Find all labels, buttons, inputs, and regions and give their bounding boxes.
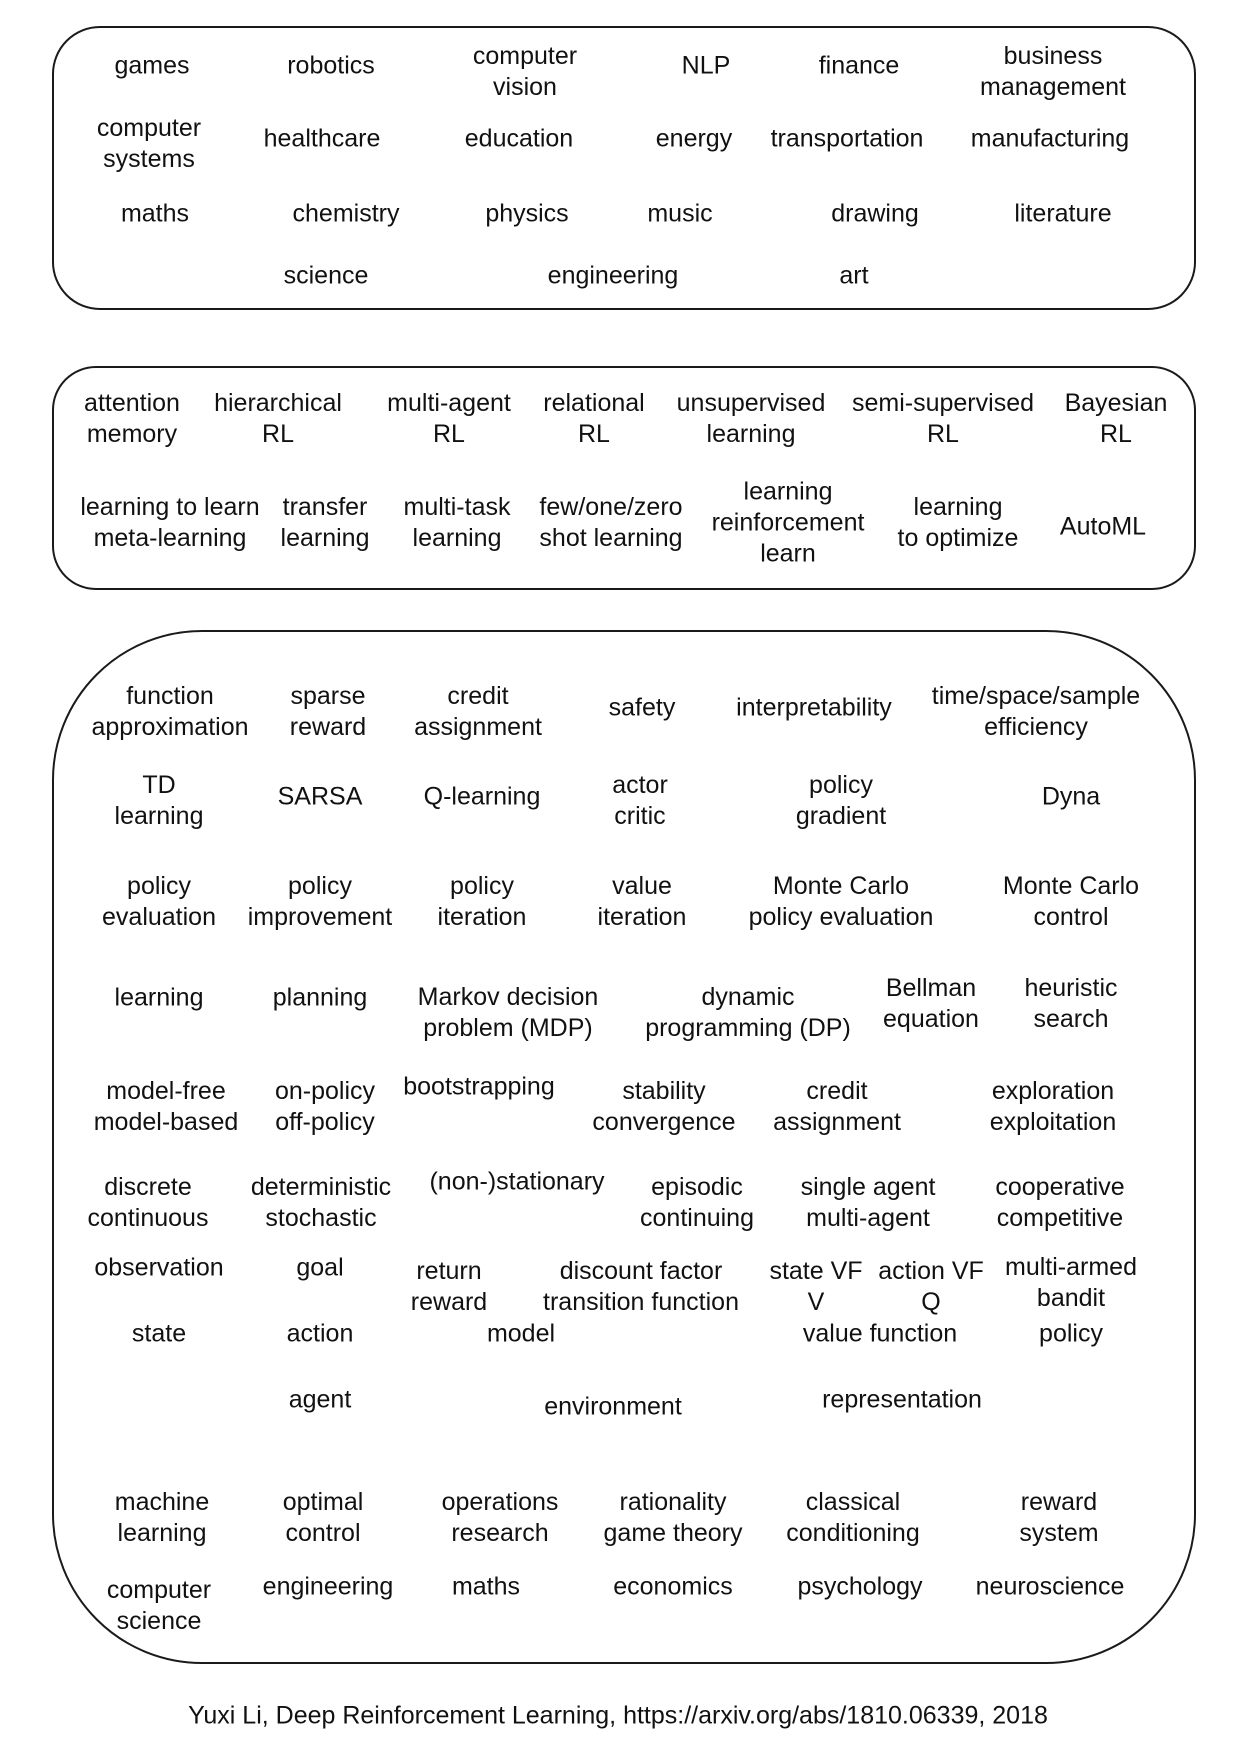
applications-term: science [283,261,369,290]
applications-term: computer systems [96,114,202,173]
applications-term: energy [655,124,733,153]
core-concepts-term: cooperative competitive [995,1173,1125,1232]
core-concepts-term: operations research [441,1488,559,1547]
research-topics-term: attention memory [84,389,180,448]
research-topics-term: AutoML [1059,512,1147,541]
research-topics-term: learning to learn meta-learning [80,493,260,552]
core-concepts-term: learning [114,983,204,1012]
core-concepts-term: machine learning [114,1488,210,1547]
core-concepts-term: function approximation [91,682,249,741]
applications-term: robotics [287,51,375,80]
applications-term: finance [818,51,900,80]
core-concepts-term: policy iteration [437,872,527,931]
core-concepts-term: representation [822,1385,982,1414]
core-concepts-term: sparse reward [289,682,367,741]
core-concepts-term: model-free model-based [93,1077,239,1136]
core-concepts-term: discount factor transition function [543,1257,739,1316]
applications-term: engineering [547,261,679,290]
core-concepts-term: optimal control [282,1488,364,1547]
core-concepts-term: SARSA [277,782,363,811]
research-topics-term: multi-task learning [403,493,511,552]
core-concepts-term: observation [94,1253,224,1282]
core-concepts-term: bootstrapping [403,1072,555,1101]
core-concepts-term: return reward [410,1257,488,1316]
core-concepts-term: Monte Carlo control [1002,872,1140,931]
core-concepts-term: time/space/sample efficiency [931,682,1141,741]
core-concepts-term: policy gradient [795,771,887,830]
citation-footer: Yuxi Li, Deep Reinforcement Learning, https://arxiv.org/abs/1810.06339, 2018 [188,1701,1048,1730]
core-concepts-term: policy evaluation [102,872,216,931]
research-topics-term: unsupervised learning [676,389,826,448]
core-concepts-term: state [131,1319,187,1348]
core-concepts-term: dynamic programming (DP) [645,983,851,1042]
core-concepts-term: Q-learning [423,782,541,811]
core-concepts-term: stability convergence [592,1077,736,1136]
core-concepts-term: reward system [1019,1488,1099,1547]
core-concepts-term: classical conditioning [786,1488,920,1547]
core-concepts-term: Monte Carlo policy evaluation [748,872,934,931]
core-concepts-term: action VF Q [878,1257,984,1316]
applications-term: games [114,51,190,80]
core-concepts-term: safety [608,693,676,722]
applications-term: computer vision [472,42,578,101]
core-concepts-term: credit assignment [773,1077,901,1136]
core-concepts-term: engineering [262,1572,394,1601]
core-concepts-term: (non-)stationary [429,1167,605,1196]
applications-term: art [839,261,869,290]
core-concepts-term: credit assignment [414,682,542,741]
research-topics-term: learning reinforcement learn [711,477,865,568]
core-concepts-term: policy [1039,1319,1103,1348]
core-concepts-term: computer science [106,1576,212,1635]
core-concepts-term: value iteration [597,872,687,931]
applications-term: transportation [770,124,924,153]
applications-term: physics [485,199,569,228]
core-concepts-term: exploration exploitation [989,1077,1117,1136]
applications-term: maths [120,199,190,228]
research-topics-term: multi-agent RL [387,389,511,448]
core-concepts-term: neuroscience [975,1572,1125,1601]
research-topics-term: relational RL [543,389,645,448]
applications-term: education [464,124,574,153]
core-concepts-term: maths [451,1572,521,1601]
core-concepts-term: single agent multi-agent [800,1173,936,1232]
core-concepts-term: episodic continuing [640,1173,754,1232]
applications-term: healthcare [263,124,381,153]
research-topics-term: semi-supervised RL [851,389,1035,448]
core-concepts-term: psychology [797,1572,923,1601]
applications-term: drawing [831,199,919,228]
core-concepts-term: action [286,1319,354,1348]
core-concepts-term: Bellman equation [883,974,979,1033]
applications-term: manufacturing [970,124,1130,153]
core-concepts-term: TD learning [114,771,204,830]
applications-term: business management [980,42,1126,101]
core-concepts-term: deterministic stochastic [250,1173,392,1232]
research-topics-term: learning to optimize [897,493,1019,552]
applications-term: NLP [681,51,731,80]
research-topics-term: hierarchical RL [214,389,342,448]
core-concepts-term: environment [544,1392,682,1421]
core-concepts-term: actor critic [612,771,668,830]
core-concepts-term: goal [296,1253,344,1282]
core-concepts-term: discrete continuous [87,1173,209,1232]
core-concepts-term: agent [288,1385,352,1414]
core-concepts-term: interpretability [736,693,892,722]
core-concepts-term: state VF V [769,1257,863,1316]
applications-term: chemistry [292,199,400,228]
core-concepts-term: economics [613,1572,733,1601]
core-concepts-term: model [486,1319,556,1348]
core-concepts-term: policy improvement [247,872,393,931]
applications-term: music [647,199,713,228]
core-concepts-term: on-policy off-policy [274,1077,376,1136]
core-concepts-term: rationality game theory [603,1488,743,1547]
research-topics-term: few/one/zero shot learning [539,493,683,552]
research-topics-term: transfer learning [280,493,370,552]
core-concepts-term: Dyna [1041,782,1101,811]
core-concepts-term: value function [802,1319,958,1348]
research-topics-term: Bayesian RL [1064,389,1168,448]
core-concepts-term: heuristic search [1024,974,1118,1033]
applications-term: literature [1014,199,1112,228]
core-concepts-term: planning [272,983,368,1012]
core-concepts-term: Markov decision problem (MDP) [417,983,599,1042]
core-concepts-term: multi-armed bandit [1005,1253,1137,1312]
